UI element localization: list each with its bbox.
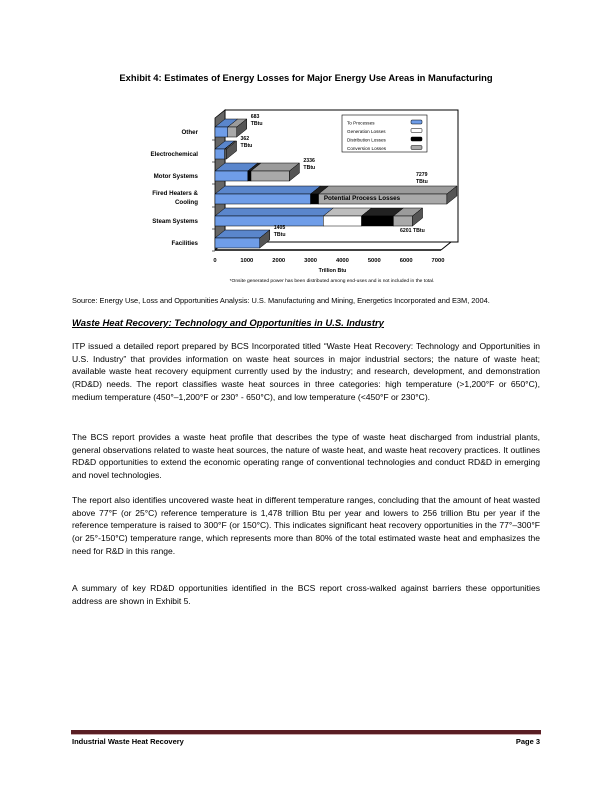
total-label-5: 1405 [273,225,286,231]
bar-motor-systems-conversion-losses [251,171,289,181]
total-label-5: TBtu [273,232,286,238]
category-label-5: Facilities [171,240,198,247]
bar-other-to-processes [215,127,228,137]
x-tick-label-3000: 3000 [304,258,318,264]
total-label-3: 7279 [416,172,428,178]
footer-document-title: Industrial Waste Heat Recovery [72,737,184,746]
footer-page-number: Page 3 [515,737,540,746]
total-label-4: 6201 TBtu [400,228,425,234]
legend-swatch-3 [411,146,422,150]
bar-steam-systems-distribution-losses [362,216,394,226]
bar-steam-systems-conversion-losses [393,216,412,226]
paragraph-4: A summary of key RD&D opportunities identified in the BCS report cross-walked against barriers these opportunities address are shown in Exhibit 5. [72,583,540,606]
category-label-0: Other [181,129,198,136]
bar-facilities-to-processes [215,238,260,248]
x-axis-label: Trillion Btu [318,268,347,274]
total-label-1: 362 [240,136,250,142]
paragraph-3: The report also identifies uncovered waste heat in different temperature ranges, concluding that the amount of heat wasted above 77°F (or 25°C) reference temperature is 1,478 trillion Btu per year and lowers to 256 trillion Btu per year if the reference temperature is raised to 300°F (or 150°C). This indicates significant heat recovery opportunities in the 77°–300°F (or 25°-150°C) temperature range, which represents more than 80% of the total estimated waste heat and emphasizes the need for R&D in this range. [72,495,540,556]
x-tick-label-4000: 4000 [335,258,349,264]
legend-swatch-1 [411,129,422,133]
legend-label-3: Conversion Losses [347,146,387,151]
category-label-2: Motor Systems [153,173,198,180]
legend-label-2: Distribution Losses [347,137,386,143]
bar-top-steam-systems-0 [215,208,333,216]
bar-other-conversion-losses [228,127,237,137]
legend-swatch-0 [411,120,422,124]
total-label-0: 683 [250,114,260,120]
bar-fired-heaters-cooling-distribution-losses [311,194,319,204]
bar-electrochemical-to-processes [215,149,225,159]
bar-steam-systems-to-processes [215,216,323,226]
x-axis-depth-line [441,242,451,250]
legend-label-0: To Processes [347,120,375,126]
bar-steam-systems-generation-losses [323,216,361,226]
bar-fired-heaters-cooling-to-processes [215,194,311,204]
x-tick-label-7000: 7000 [431,258,445,264]
bar-top-fired-heaters-cooling-3 [319,186,457,194]
category-label-4: Steam Systems [152,218,198,225]
energy-losses-chart [0,0,612,292]
total-label-1: TBtu [240,143,253,149]
annotation-potential-process-losses: Potential Process Losses [323,195,401,202]
bar-top-fired-heaters-cooling-0 [215,186,321,194]
bar-motor-systems-to-processes [215,171,248,181]
paragraph-2: The BCS report provides a waste heat profile that describes the type of waste heat discharged from industrial plants, general observations related to waste heat sources, the nature of waste heat, and waste heat recovery practices. It outlines RD&D opportunities to extend the economic operating range of conventional technologies and conduct RD&D in emerging and novel technologies. [72,432,540,481]
total-label-0: TBtu [250,121,263,127]
legend-swatch-2 [411,137,422,141]
x-tick-label-0: 0 [213,258,217,264]
category-label-3: Fired Heaters & [152,190,198,197]
exhibit-title: Exhibit 4: Estimates of Energy Losses for Major Energy Use Areas in Manufacturing [119,72,493,83]
x-tick-label-5000: 5000 [367,258,381,264]
section-heading: Waste Heat Recovery: Technology and Opportunities in U.S. Industry [72,318,384,329]
total-label-2: TBtu [303,165,316,171]
x-tick-label-6000: 6000 [399,258,413,264]
x-tick-label-1000: 1000 [240,258,254,264]
chart-footnote: *Onsite generated power has been distributed among end-uses and is not included in the total. [229,279,435,284]
category-label-1: Electrochemical [150,151,198,158]
paragraph-1: ITP issued a detailed report prepared by BCS Incorporated titled “Waste Heat Recovery: Technology and Opportunities in U.S. Industry” that provides information on waste heat sources in major industrial sectors; the nature of waste heat; available waste heat recovery equipment currently used by the industry; and research, development, and demonstration (RD&D) needs. The report classifies waste heat sources in three categories: high temperature (>1,200°F or 650°C), medium temperature (450°–1,200°F or 230° - 650°C), and low temperature (<450°F or 230°C). [72,341,540,402]
total-label-2: 2336 [303,158,315,164]
bar-motor-systems-distribution-losses [248,171,251,181]
footer-rule [71,730,541,735]
category-label-3: Cooling [174,199,198,206]
total-label-3: TBtu [416,179,428,185]
x-tick-label-2000: 2000 [272,258,286,264]
source-citation: Source: Energy Use, Loss and Opportunities Analysis: U.S. Manufacturing and Mining, Energetics Incorporated and E3M, 2004. [72,296,490,305]
legend-label-1: Generation Losses [347,129,386,134]
